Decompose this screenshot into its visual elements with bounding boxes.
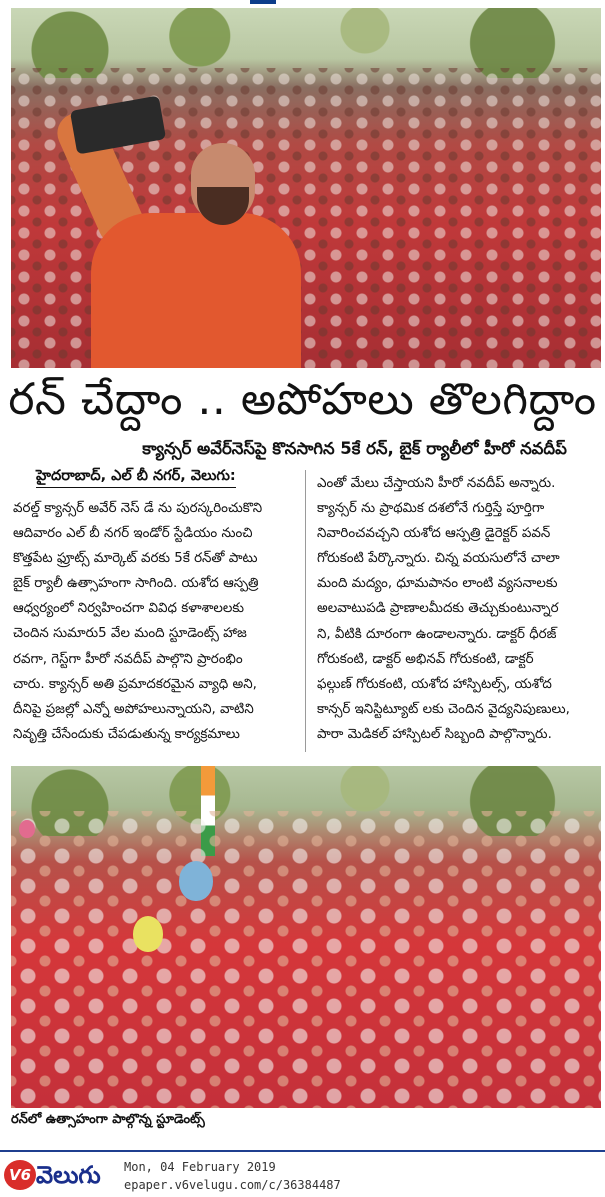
column-line: బైక్ ర్యాలీ ఉత్సాహంగా సాగింది. యశోద ఆస్పత్రి (13, 576, 259, 592)
logo-badge: V6 (4, 1160, 36, 1190)
photo-crowd (11, 811, 601, 1108)
column-line: పారా మెడికల్ హాస్పిటల్ సిబ్బంది పాల్గొన్నారు. (317, 726, 552, 742)
column-line: ఫల్గుణ్ గోరుకంటి, యశోద హాస్పిటల్స్, యశోద (317, 676, 552, 692)
hero-selfie-photo (11, 8, 601, 368)
column-line: ని, వీటికి దూరంగా ఉండాలన్నారు. డాక్టర్ ధీరజ్ (317, 626, 557, 642)
article-dateline: హైదరాబాద్, ఎల్ బీ నగర్, వెలుగు: (36, 466, 236, 488)
column-line: చారు. క్యాన్సర్ అతి ప్రమాదకరమైన వ్యాధి అని, (13, 676, 257, 692)
column-line: గోరుకంటి, డాక్టర్ అభినవ్ గోరుకంటి, డాక్టర్ (317, 651, 534, 667)
article-subheadline: క్యాన్సర్ అవేర్‌నెస్‌పై కొనసాగిన 5కే రన్, బైక్ ర్యాలీలో హీరో నవదీప్ (142, 439, 567, 458)
column-line: రవగా, గెస్ట్‌గా హీరో నవదీప్ పాల్గొని ప్రారంభిం (13, 651, 243, 667)
column-line: వరల్డ్ క్యాన్సర్ అవేర్ నెస్ డే ను పురస్కరించుకొని (13, 501, 263, 516)
column-line: ఆదివారం ఎల్ బీ నగర్ ఇండోర్ స్టేడియం నుంచి (13, 526, 253, 542)
footer-info (124, 1158, 341, 1194)
top-strip-marker (250, 0, 276, 4)
column-line: దీనిపై ప్రజల్లో ఎన్నో అపోహలున్నాయని, వాటిని (13, 701, 254, 717)
column-line: నివారించవచ్చని యశోద ఆస్పత్రి డైరెక్టర్ పవన్ (317, 526, 551, 542)
hero-shirt (91, 213, 301, 368)
v6-velugu-logo[interactable] (4, 1158, 112, 1192)
footer-rule (0, 1150, 605, 1152)
balloon-icon (133, 916, 163, 952)
column-line: ఆధ్వర్యంలో నిర్వహించగా వివిధ కళాశాలలకు (13, 601, 245, 617)
column-line: ఎంతో మేలు చేస్తాయని హీరో నవదీప్ అన్నారు. (317, 476, 556, 491)
column-line: నివృత్తి చేసేందుకు చేపడుతున్న కార్యక్రమాలు (13, 726, 240, 742)
column-line: అలవాటుపడి ప్రాణాలమీదకు తెచ్చుకుంటున్నార (317, 601, 559, 617)
hero-figure (51, 103, 301, 368)
balloon-icon (19, 820, 35, 838)
balloon-icon (179, 861, 213, 901)
column-line: మంది మద్యం, ధూమపానం లాంటి వ్యసనాలకు (317, 576, 558, 592)
column-divider (305, 470, 306, 752)
publication-date: Mon, 04 February 2019 (124, 1160, 276, 1174)
article-headline: రన్ చేద్దాం .. అపోహలు తొలగిద్దాం (8, 374, 597, 425)
phone-icon (70, 96, 166, 155)
students-run-photo (11, 766, 601, 1108)
column-line: కాన్సర్ ఇనిస్టిట్యూట్ లకు చెందిన వైద్యనిపుణులు, (317, 701, 570, 717)
column-line: క్యాన్సర్ ను ప్రాథమిక దశలోనే గుర్తిస్తే పూర్తిగా (317, 501, 545, 517)
article-column-left (13, 496, 297, 747)
logo-text: వెలుగు (36, 1161, 101, 1189)
article-column-right (317, 471, 601, 747)
column-line: గోరుకంటి పేర్కొన్నారు. చిన్న వయసులోనే చాలా (317, 551, 560, 567)
page-top-strip (0, 0, 605, 8)
column-line: కొత్తపేట ఫ్రూట్స్ మార్కెట్ వరకు 5కే రన్‌తో పాటు (13, 551, 258, 567)
epaper-link[interactable]: epaper.v6velugu.com/c/36384487 (124, 1178, 341, 1192)
column-line: చెందిన సుమారు5 వేల మంది స్టూడెంట్స్ హాజ (13, 626, 247, 642)
photo-caption: రన్‌లో ఉత్సాహంగా పాల్గొన్న స్టూడెంట్స్ (11, 1112, 205, 1127)
